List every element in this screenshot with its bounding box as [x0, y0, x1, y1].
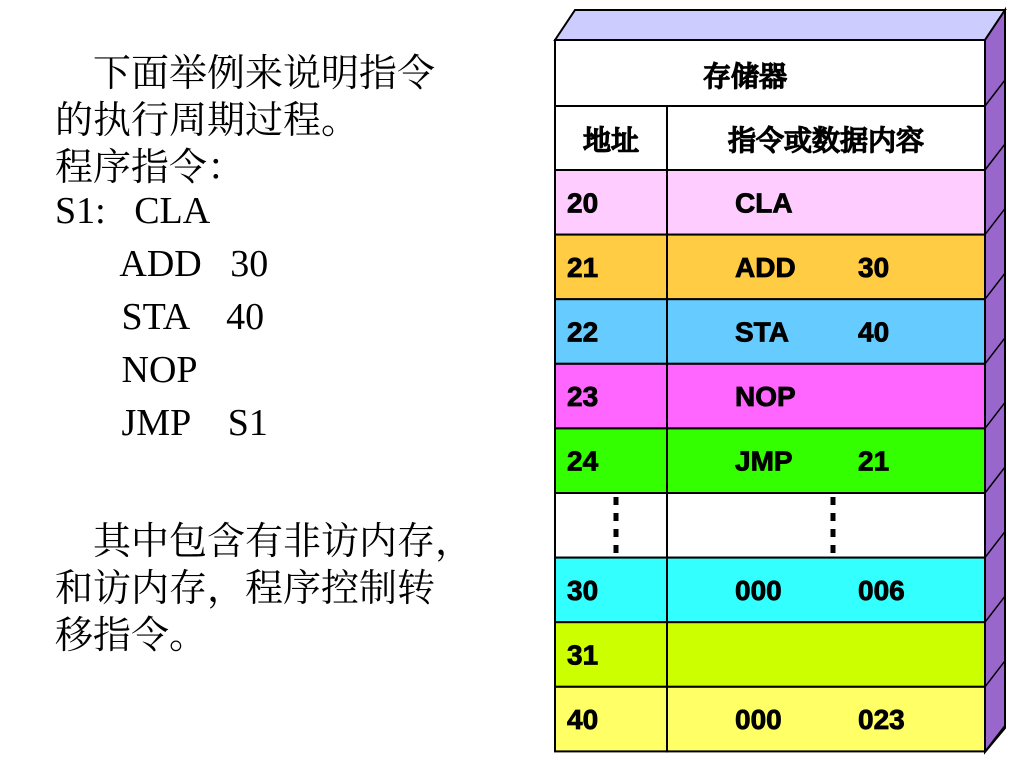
instruction-op: STA	[735, 316, 789, 348]
memory-row	[555, 235, 985, 300]
address-value: 30	[567, 574, 599, 606]
instruction-op: ADD	[735, 251, 796, 283]
instruction-op: 000	[735, 574, 782, 606]
instruction-op: NOP	[735, 381, 796, 413]
content-cell	[667, 299, 985, 364]
memory-title: 存储器	[702, 60, 788, 93]
content-cell	[667, 364, 985, 429]
intro-line-1: 下面举例来说明指令	[55, 51, 436, 95]
note-line-1: 其中包含有非访内存，	[55, 519, 474, 563]
instruction-operand: 006	[858, 574, 905, 606]
content-cell	[667, 558, 985, 623]
address-cell	[555, 493, 667, 558]
instruction-operand: 023	[858, 704, 905, 736]
instruction-op: 000	[735, 704, 782, 736]
content-cell	[667, 622, 985, 687]
memory-side-face	[985, 10, 1005, 752]
address-value: 21	[567, 251, 599, 283]
instruction-operand: 21	[858, 445, 890, 477]
content-cell	[667, 687, 985, 752]
program-line-5: JMP S1	[55, 402, 268, 444]
content-cell	[667, 170, 985, 235]
content-header: 指令或数据内容	[727, 124, 925, 157]
instruction-op: JMP	[735, 445, 793, 477]
address-value: 22	[567, 316, 599, 348]
program-line-2: ADD 30	[55, 243, 269, 285]
memory-rows	[555, 170, 985, 751]
address-value: 31	[567, 639, 599, 671]
content-cell	[667, 428, 985, 493]
memory-row	[555, 364, 985, 429]
note-line-2: 和访内存，程序控制转	[55, 566, 436, 610]
instruction-operand: 40	[858, 316, 890, 348]
memory-row	[555, 622, 985, 687]
memory-top-face	[555, 10, 1005, 40]
memory-row	[555, 170, 985, 235]
instruction-operand: 30	[858, 251, 890, 283]
program-line-1: S1: CLA	[55, 190, 211, 232]
memory-row	[555, 428, 985, 493]
memory-row	[555, 687, 985, 752]
program-line-3: STA 40	[55, 296, 265, 338]
intro-line-2: 的执行周期过程。	[55, 98, 360, 142]
address-value: 40	[567, 704, 599, 736]
memory-row	[555, 493, 985, 558]
memory-row	[555, 299, 985, 364]
note-line-3: 移指令。	[55, 613, 208, 657]
address-value: 24	[567, 445, 599, 477]
address-header: 地址	[582, 124, 640, 157]
intro-line-3: 程序指令：	[55, 145, 246, 189]
program-line-4: NOP	[55, 349, 198, 391]
memory-row	[555, 558, 985, 623]
address-value: 20	[567, 187, 599, 219]
instruction-op: CLA	[735, 187, 793, 219]
content-cell	[667, 493, 985, 558]
address-value: 23	[567, 381, 599, 413]
content-cell	[667, 235, 985, 300]
